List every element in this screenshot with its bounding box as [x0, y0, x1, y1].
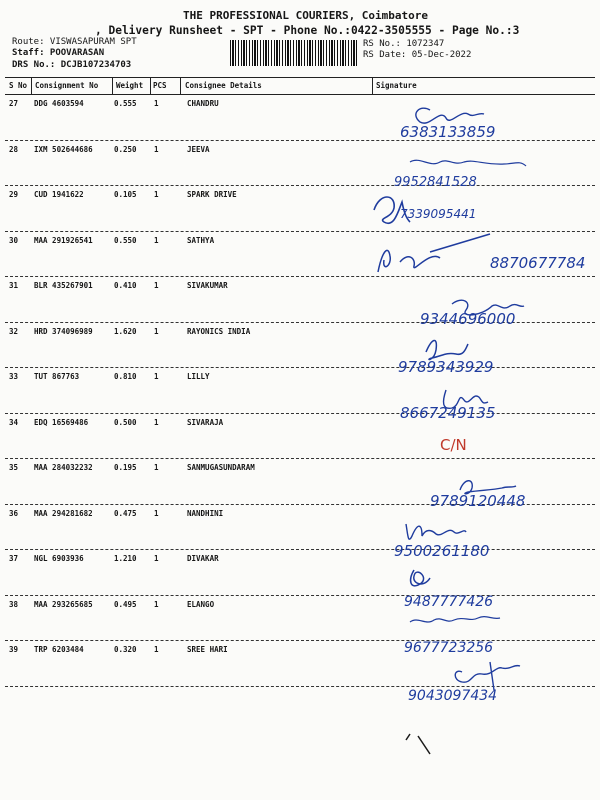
row-consignee: DIVAKAR [187, 554, 219, 563]
row-weight: 0.250 [114, 145, 137, 154]
col-header-consignment: Consignment No [35, 81, 99, 90]
row-weight: 1.620 [114, 327, 137, 336]
signature-phone: 9344696000 [420, 310, 516, 328]
signature-phone: 9043097434 [408, 688, 498, 704]
row-consignment: CUD 1941622 [34, 190, 84, 199]
row-pcs: 1 [154, 645, 159, 654]
row-sno: 27 [9, 99, 19, 108]
row-sno: 32 [9, 327, 19, 336]
rs-number: RS No.: 1072347 [363, 39, 445, 49]
row-weight: 0.810 [114, 372, 137, 381]
barcode [230, 40, 358, 66]
row-pcs: 1 [154, 372, 159, 381]
row-sno: 38 [9, 600, 19, 609]
col-divider [150, 78, 151, 94]
drs-number: DRS No.: DCJB107234703 [12, 60, 132, 70]
signature-column [370, 92, 600, 712]
signature-phone: 9952841528 [394, 175, 477, 190]
signature-mark: C/N [440, 436, 467, 454]
row-weight: 0.550 [114, 236, 137, 245]
row-weight: 0.495 [114, 600, 137, 609]
row-consignee: NANDHINI [187, 509, 224, 518]
row-consignee: SANMUGASUNDARAM [187, 463, 255, 472]
row-consignee: RAYONICS INDIA [187, 327, 251, 336]
row-consignment: DDG 4603594 [34, 99, 84, 108]
rs-date: RS Date: 05-Dec-2022 [363, 50, 472, 60]
row-sno: 35 [9, 463, 19, 472]
row-sno: 33 [9, 372, 19, 381]
row-sno: 37 [9, 554, 19, 563]
row-sno: 31 [9, 281, 19, 290]
row-sno: 34 [9, 418, 19, 427]
row-weight: 0.500 [114, 418, 137, 427]
signature-phone: 9487777426 [404, 594, 494, 610]
col-header-weight: Weight [116, 81, 144, 90]
row-sno: 29 [9, 190, 19, 199]
row-weight: 0.195 [114, 463, 137, 472]
signature-scribble [378, 234, 490, 272]
row-consignee: JEEVA [187, 145, 210, 154]
row-consignee: LILLY [187, 372, 210, 381]
row-consignee: SIVAKUMAR [187, 281, 228, 290]
row-consignment: EDQ 16569486 [34, 418, 89, 427]
row-consignee: CHANDRU [187, 99, 219, 108]
row-sno: 30 [9, 236, 19, 245]
tick-mark [400, 728, 440, 758]
row-consignee: SIVARAJA [187, 418, 224, 427]
row-pcs: 1 [154, 190, 159, 199]
row-consignee: SATHYA [187, 236, 215, 245]
row-pcs: 1 [154, 600, 159, 609]
row-sno: 36 [9, 509, 19, 518]
signature-phone: 9789343929 [398, 358, 494, 376]
row-weight: 1.210 [114, 554, 137, 563]
row-pcs: 1 [154, 236, 159, 245]
row-consignment: HRD 374096989 [34, 327, 93, 336]
signature-scribble [410, 160, 526, 166]
row-consignment: IXM 502644686 [34, 145, 93, 154]
signature-phone: 9789120448 [430, 492, 526, 510]
signature-scribble [410, 617, 500, 622]
row-weight: 0.320 [114, 645, 137, 654]
col-divider [112, 78, 113, 94]
row-pcs: 1 [154, 99, 159, 108]
row-pcs: 1 [154, 327, 159, 336]
row-consignment: NGL 6903936 [34, 554, 84, 563]
route-label: Route: VISWASAPURAM SPT [12, 37, 137, 47]
col-divider [31, 78, 32, 94]
row-weight: 0.555 [114, 99, 137, 108]
staff-label: Staff: POOVARASAN [12, 48, 105, 58]
row-pcs: 1 [154, 281, 159, 290]
row-pcs: 1 [154, 418, 159, 427]
row-consignment: MAA 293265685 [34, 600, 93, 609]
row-weight: 0.105 [114, 190, 137, 199]
row-consignment: MAA 284032232 [34, 463, 93, 472]
row-sno: 28 [9, 145, 19, 154]
signature-phone: 9677723256 [404, 640, 494, 656]
signature-scribble [455, 662, 520, 690]
row-sno: 39 [9, 645, 19, 654]
row-consignment: MAA 291926541 [34, 236, 93, 245]
row-consignment: MAA 294281682 [34, 509, 93, 518]
col-header-sno: S No [9, 81, 28, 90]
table-top-rule [5, 77, 595, 78]
col-header-signature: Signature [376, 81, 417, 90]
row-consignee: SPARK DRIVE [187, 190, 237, 199]
row-consignment: BLR 435267901 [34, 281, 93, 290]
row-consignment: TRP 6203484 [34, 645, 84, 654]
row-pcs: 1 [154, 509, 159, 518]
signature-scribble [411, 570, 430, 586]
row-consignee: ELANGO [187, 600, 215, 609]
row-pcs: 1 [154, 145, 159, 154]
runsheet-title: THE PROFESSIONAL COURIERS, Coimbatore [183, 9, 429, 22]
signature-phone: 8667249135 [400, 404, 496, 422]
runsheet-subtitle: , Delivery Runsheet - SPT - Phone No.:0422-3505555 - Page No.:3 [95, 24, 520, 37]
row-consignee: SREE HARI [187, 645, 228, 654]
signature-phone: 7339095441 [400, 207, 477, 221]
row-pcs: 1 [154, 463, 159, 472]
row-weight: 0.475 [114, 509, 137, 518]
signature-phone: 8870677784 [490, 254, 586, 272]
col-header-consignee: Consignee Details [185, 81, 262, 90]
signature-phone: 6383133859 [400, 123, 496, 141]
signature-scribble [426, 340, 468, 359]
row-pcs: 1 [154, 554, 159, 563]
col-divider [180, 78, 181, 94]
signature-scribble [416, 108, 484, 123]
col-header-pcs: PCS [153, 81, 167, 90]
signature-scribble [406, 524, 466, 539]
signature-phone: 9500261180 [394, 542, 490, 560]
row-consignment: TUT 867763 [34, 372, 80, 381]
row-weight: 0.410 [114, 281, 137, 290]
